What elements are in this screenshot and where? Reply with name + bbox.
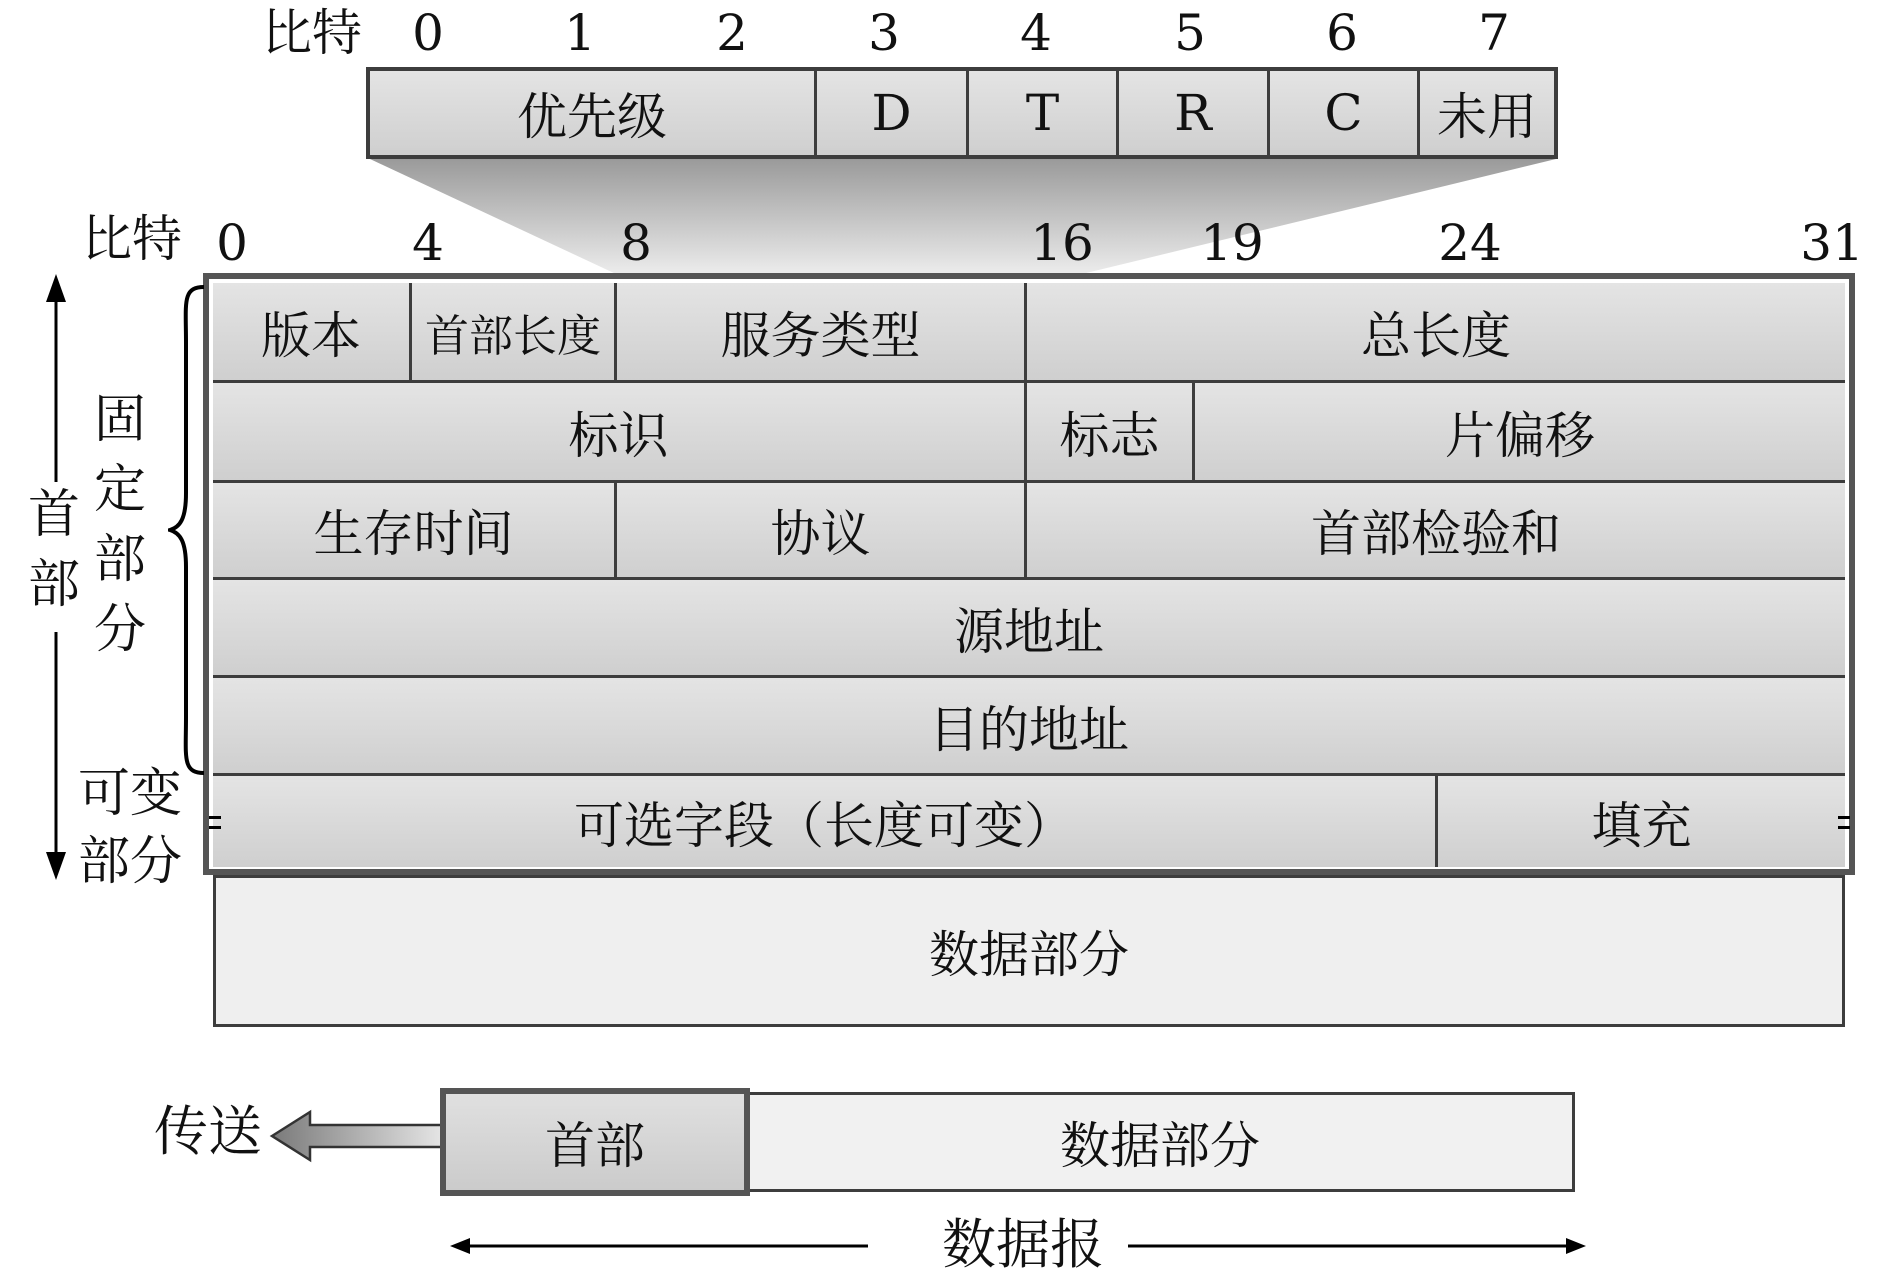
header-bit-label: 比特 bbox=[82, 210, 182, 268]
datagram-header: 首部 bbox=[545, 1117, 645, 1175]
tos-precedence: 优先级 bbox=[370, 71, 817, 155]
field-padding: 填充 bbox=[1438, 776, 1845, 867]
tos-bit-3: 3 bbox=[868, 4, 900, 62]
field-fragment-offset: 片偏移 bbox=[1195, 383, 1845, 480]
field-flags: 标志 bbox=[1027, 383, 1195, 480]
field-options: 可选字段（长度可变） bbox=[213, 776, 1438, 867]
datagram-header-box bbox=[440, 1088, 750, 1196]
field-identification: 标识 bbox=[213, 383, 1027, 480]
tos-bit-2: 2 bbox=[716, 4, 748, 62]
tos-bit-5: 5 bbox=[1174, 4, 1206, 62]
header-bit-19: 19 bbox=[1200, 214, 1264, 272]
variable-edge-mark-right bbox=[1838, 816, 1850, 819]
field-destination-address: 目的地址 bbox=[213, 678, 1845, 773]
tos-bit-label: 比特 bbox=[262, 4, 362, 62]
label-variable-1: 可变 bbox=[78, 764, 183, 824]
tos-c: C bbox=[1270, 71, 1420, 155]
variable-edge-mark-left bbox=[209, 816, 221, 819]
label-header: 首部 bbox=[28, 485, 81, 615]
tos-r: R bbox=[1119, 71, 1270, 155]
tos-bit-6: 6 bbox=[1326, 4, 1358, 62]
send-arrow-icon bbox=[268, 1106, 448, 1166]
variable-edge-mark-left-2 bbox=[209, 826, 221, 829]
field-service-type: 服务类型 bbox=[617, 283, 1027, 380]
header-bit-31: 31 bbox=[1800, 214, 1864, 272]
field-header-length: 首部长度 bbox=[412, 283, 617, 380]
tos-d: D bbox=[817, 71, 969, 155]
field-source-address: 源地址 bbox=[213, 580, 1845, 675]
send-label: 传送 bbox=[154, 1100, 262, 1163]
datagram-caption: 数据报 bbox=[942, 1213, 1104, 1276]
tos-t: T bbox=[969, 71, 1119, 155]
header-bit-8: 8 bbox=[620, 214, 652, 272]
field-version: 版本 bbox=[213, 283, 412, 380]
tos-bit-0: 0 bbox=[412, 4, 444, 62]
variable-edge-mark-right-2 bbox=[1838, 826, 1850, 829]
tos-bit-7: 7 bbox=[1478, 4, 1510, 62]
header-bit-24: 24 bbox=[1438, 214, 1502, 272]
label-variable-2: 部分 bbox=[78, 832, 183, 892]
header-bit-0: 0 bbox=[216, 214, 248, 272]
tos-unused: 未用 bbox=[1420, 71, 1554, 155]
data-part: 数据部分 bbox=[213, 875, 1845, 1027]
tos-bit-1: 1 bbox=[564, 4, 596, 62]
tos-expansion-funnel bbox=[0, 0, 1890, 290]
header-bit-16: 16 bbox=[1030, 214, 1094, 272]
field-protocol: 协议 bbox=[617, 483, 1027, 577]
datagram-data: 数据部分 bbox=[745, 1092, 1575, 1192]
fixed-part-brace bbox=[168, 283, 208, 778]
label-fixed-part: 固定部分 bbox=[93, 390, 146, 660]
field-header-checksum: 首部检验和 bbox=[1027, 483, 1845, 577]
tos-bit-4: 4 bbox=[1020, 4, 1052, 62]
field-ttl: 生存时间 bbox=[213, 483, 617, 577]
header-bit-4: 4 bbox=[412, 214, 444, 272]
field-total-length: 总长度 bbox=[1027, 283, 1845, 380]
header-frame bbox=[203, 273, 1855, 875]
